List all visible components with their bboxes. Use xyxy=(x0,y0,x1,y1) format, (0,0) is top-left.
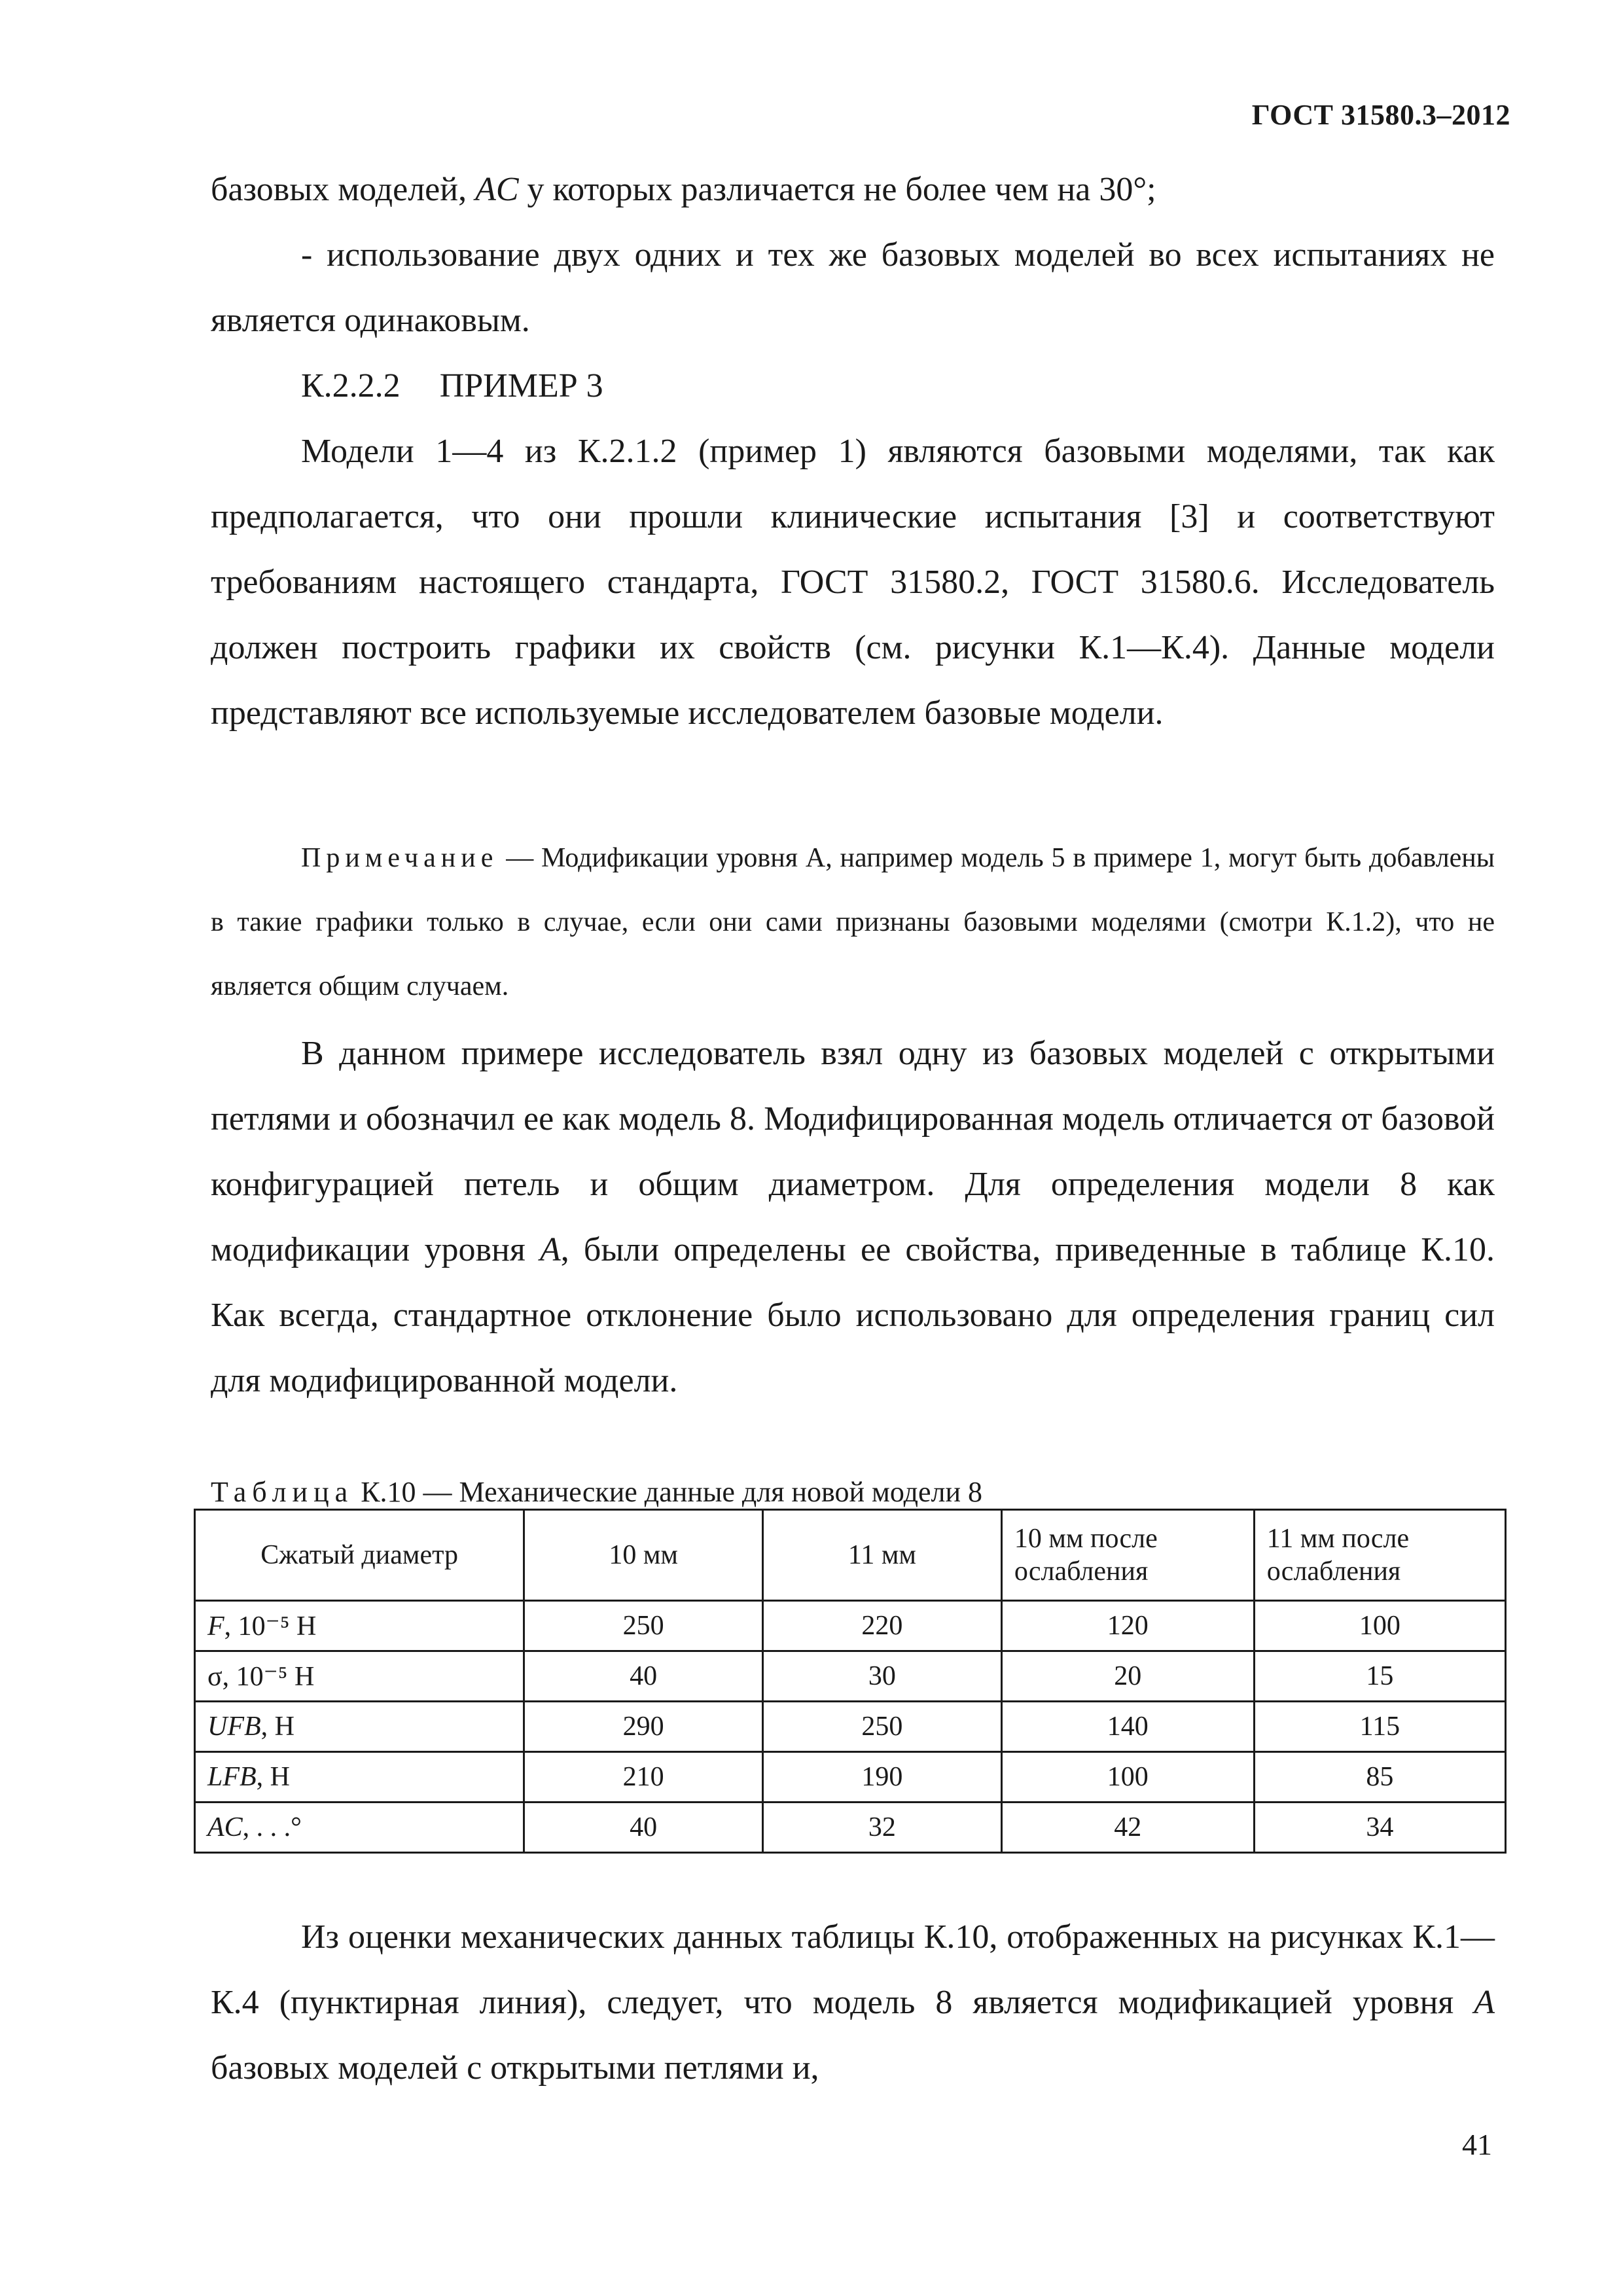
row-label-unit: , . . .° xyxy=(242,1812,302,1842)
table-cell: 42 xyxy=(1001,1803,1254,1853)
table-cell: 100 xyxy=(1001,1752,1254,1803)
dash-list-item: - использование двух одних и тех же базовых моделей во всех испытаниях не является одинаковым. xyxy=(211,236,1495,339)
table-row xyxy=(195,1651,1506,1702)
table-caption-label: Таблица xyxy=(211,1476,354,1508)
mechanical-data-table xyxy=(194,1509,1507,1854)
table-cell: 210 xyxy=(524,1752,763,1803)
table-caption xyxy=(211,1473,982,1512)
column-header: 10 мм xyxy=(524,1510,763,1601)
row-label-unit: , Н xyxy=(256,1762,291,1792)
table-cell: 290 xyxy=(524,1702,763,1752)
row-label-unit: , Н xyxy=(260,1712,294,1742)
text-run: базовых моделей, xyxy=(211,171,476,208)
table-cell: 20 xyxy=(1001,1651,1254,1702)
text-run: Из оценки механических данных таблицы К.10, отображенных на рисунках К.1—К.4 (пунктирная линия), следует, что модель 8 является модификацией уровня xyxy=(211,1918,1495,2021)
paragraph-model-8 xyxy=(211,1021,1495,1414)
italic-term: А xyxy=(1474,1984,1495,2021)
row-label xyxy=(195,1752,524,1803)
table-cell: 85 xyxy=(1254,1752,1505,1803)
standard-header: ГОСТ 31580.3–2012 xyxy=(1251,99,1510,131)
column-header: 10 мм после ослабления xyxy=(1001,1510,1254,1601)
note-label: Примечание xyxy=(301,843,499,873)
table-row xyxy=(195,1752,1506,1803)
column-header: Сжатый диаметр xyxy=(195,1510,524,1601)
row-label-unit: σ, 10⁻⁵ Н xyxy=(207,1662,315,1692)
section-title: ПРИМЕР 3 xyxy=(439,367,603,404)
table-cell: 120 xyxy=(1001,1601,1254,1651)
italic-term: А xyxy=(539,1231,561,1268)
row-label xyxy=(195,1601,524,1651)
page-number: 41 xyxy=(1462,2128,1492,2161)
table-cell: 115 xyxy=(1254,1702,1505,1752)
paragraph-example: Модели 1—4 из К.2.1.2 (пример 1) являются базовыми моделями, так как предполагается, что они прошли клинические испытания [3] и соответствуют требованиям настоящего стандарта, ГОСТ 31580.2, ГОСТ 31580.6. Исследователь должен построить графики их свойств (см. рисунки К.1—К.4). Данные модели представляют все используемые исследователем базовые модели. xyxy=(211,433,1495,732)
row-label-symbol: F xyxy=(207,1611,224,1641)
table-header-row xyxy=(195,1510,1506,1601)
table-cell: 190 xyxy=(763,1752,1002,1803)
text-run: В данном примере исследователь взял одну из базовых моделей с открытыми петлями и обозначил ее как модель 8. Модифицированная модель отличается от базовой конфигурацией петель и общим диаметром. Для определения модели 8 как модификации уровня xyxy=(211,1035,1495,1268)
section-number: К.2.2.2 xyxy=(301,367,401,404)
table-cell: 100 xyxy=(1254,1601,1505,1651)
row-label xyxy=(195,1803,524,1853)
row-label xyxy=(195,1702,524,1752)
table-row xyxy=(195,1803,1506,1853)
table-cell: 30 xyxy=(763,1651,1002,1702)
text-run: , были определены ее свойства, приведенные в таблице К.10. Как всегда, стандартное отклонение было использовано для определения границ сил для модифицированной модели. xyxy=(211,1231,1495,1399)
row-label-unit: , 10⁻⁵ Н xyxy=(224,1611,317,1641)
row-label-symbol: LFB xyxy=(207,1762,257,1792)
paragraph-conclusion xyxy=(211,1905,1495,2101)
italic-term: AC xyxy=(475,171,519,208)
row-label-symbol: UFB xyxy=(207,1712,261,1742)
table-cell: 15 xyxy=(1254,1651,1505,1702)
table-cell: 34 xyxy=(1254,1803,1505,1853)
table-caption-text: К.10 — Механические данные для новой модели 8 xyxy=(353,1476,983,1508)
table-cell: 250 xyxy=(763,1702,1002,1752)
table-cell: 220 xyxy=(763,1601,1002,1651)
body-text-bottom xyxy=(211,1905,1495,2101)
table-cell: 40 xyxy=(524,1803,763,1853)
table-row xyxy=(195,1601,1506,1651)
section-heading xyxy=(211,353,1495,419)
paragraph-continuation xyxy=(211,157,1495,223)
body-text-top xyxy=(211,157,1495,746)
note-block xyxy=(211,826,1495,1018)
column-header: 11 мм xyxy=(763,1510,1002,1601)
table-cell: 32 xyxy=(763,1803,1002,1853)
body-text-middle xyxy=(211,1021,1495,1414)
row-label-symbol: AC xyxy=(207,1812,243,1842)
table-cell: 40 xyxy=(524,1651,763,1702)
table-cell: 250 xyxy=(524,1601,763,1651)
note-text: — Модификации уровня А, например модель 5 в примере 1, могут быть добавлены в такие графики только в случае, если они сами признаны базовыми моделями (смотри К.1.2), что не является общим случаем. xyxy=(211,843,1495,1001)
table-row xyxy=(195,1702,1506,1752)
text-run: базовых моделей с открытыми петлями и, xyxy=(211,2049,819,2087)
text-run: у которых различается не более чем на 30°; xyxy=(518,171,1156,208)
table-cell: 140 xyxy=(1001,1702,1254,1752)
column-header: 11 мм после ослабления xyxy=(1254,1510,1505,1601)
row-label xyxy=(195,1651,524,1702)
